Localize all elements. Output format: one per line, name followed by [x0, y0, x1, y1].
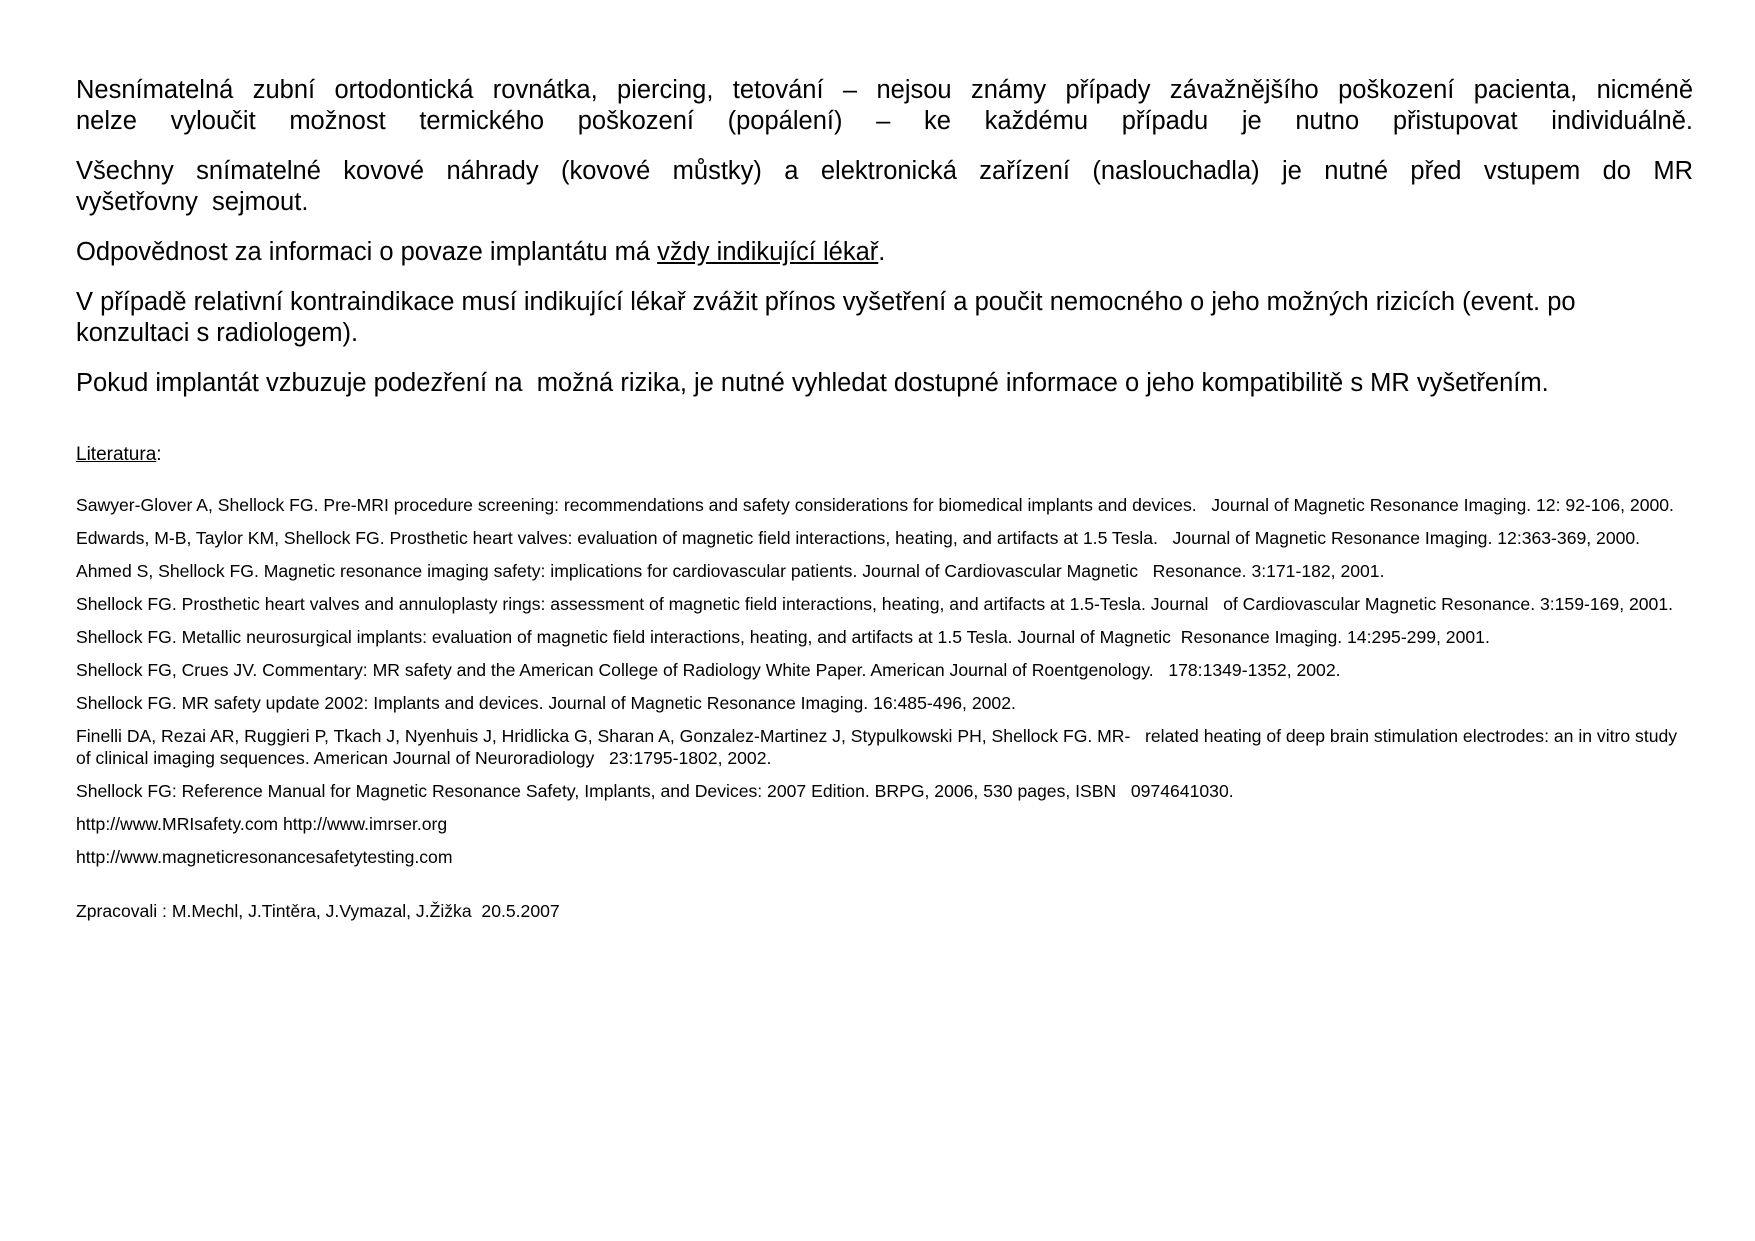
literature-heading-colon: :: [156, 444, 162, 465]
paragraph-removable-devices: [76, 156, 1693, 218]
document-page: [76, 75, 1693, 922]
paragraph-removable-devices-line-1: Všechny snímatelné kovové náhrady (kovové můstky) a elektronická zařízení (naslouchadla) je nutné před vstupem do MR: [76, 157, 1693, 185]
paragraph-orthodontics: [76, 75, 1693, 137]
reference-item: Shellock FG: Reference Manual for Magnetic Resonance Safety, Implants, and Devices: 2007 Edition. BRPG, 2006, 530 pages, ISBN 0974641030.: [76, 781, 1234, 801]
reference-item: Finelli DA, Rezai AR, Ruggieri P, Tkach J, Nyenhuis J, Hridlicka G, Sharan A, Gonzalez-Martinez J, Stypulkowski PH, Shellock FG. MR- related heating of deep brain stimulation electrodes: an in vitro study of clinical imaging sequences. American Journal of Neuroradiology 23:1795-1802, 2002.: [76, 726, 1682, 768]
literature-heading: [76, 443, 1693, 467]
paragraph-orthodontics-line-2: nelze vyloučit možnost termického poškození (popálení) – ke každému případu je nutno přistupovat individuálně.: [76, 107, 1693, 135]
reference-item: Ahmed S, Shellock FG. Magnetic resonance imaging safety: implications for cardiovascular patients. Journal of Cardiovascular Magnetic Resonance. 3:171-182, 2001.: [76, 561, 1385, 581]
reference-item: Shellock FG. Metallic neurosurgical implants: evaluation of magnetic field interactions, heating, and artifacts at 1.5 Tesla. Journal of Magnetic Resonance Imaging. 14:295-299, 2001.: [76, 627, 1490, 647]
reference-item: Edwards, M-B, Taylor KM, Shellock FG. Prosthetic heart valves: evaluation of magnetic field interactions, heating, and artifacts at 1.5 Tesla. Journal of Magnetic Resonance Imaging. 12:363-369, 2000.: [76, 528, 1641, 548]
paragraph-implant-suspicion: Pokud implantát vzbuzuje podezření na možná rizika, je nutné vyhledat dostupné informace o jeho kompatibilitě s MR vyšetřením.: [76, 369, 1549, 397]
paragraph-responsibility-text: Odpovědnost za informaci o povaze implantátu má: [76, 238, 658, 266]
reference-item: Sawyer-Glover A, Shellock FG. Pre-MRI procedure screening: recommendations and safety considerations for biomedical implants and devices. Journal of Magnetic Resonance Imaging. 12: 92-106, 2000.: [76, 495, 1674, 515]
reference-link-item: http://www.MRIsafety.com http://www.imrser.org: [76, 814, 448, 834]
paragraph-responsibility-underlined: vždy indikující lékař: [657, 238, 879, 266]
reference-item: Shellock FG, Crues JV. Commentary: MR safety and the American College of Radiology White Paper. American Journal of Roentgenology. 178:1349-1352, 2002.: [76, 660, 1341, 680]
literature-heading-label: Literatura: [76, 444, 157, 465]
paragraph-orthodontics-line-1: Nesnímatelná zubní ortodontická rovnátka, piercing, tetování – nejsou známy případy závažnějšího poškození pacienta, nicméně: [76, 76, 1693, 104]
paragraph-relative-contraindication: V případě relativní kontraindikace musí indikující lékař zvážit přínos vyšetření a poučit nemocného o jeho možných rizicích (event. po konzultaci s radiologem).: [76, 288, 1576, 347]
reference-list: [76, 494, 1693, 868]
credits-line: Zpracovali : M.Mechl, J.Tintěra, J.Vymazal, J.Žižka 20.5.2007: [76, 901, 560, 921]
reference-item: Shellock FG. MR safety update 2002: Implants and devices. Journal of Magnetic Resonance Imaging. 16:485-496, 2002.: [76, 693, 1016, 713]
reference-item: Shellock FG. Prosthetic heart valves and annuloplasty rings: assessment of magnetic field interactions, heating, and artifacts at 1.5-Tesla. Journal of Cardiovascular Magnetic Resonance. 3:159-169, 2001.: [76, 594, 1674, 614]
reference-link-item: http://www.magneticresonancesafetytesting.com: [76, 847, 453, 867]
paragraph-removable-devices-line-2: vyšetřovny sejmout.: [76, 188, 309, 216]
paragraph-responsibility-end: .: [878, 238, 886, 266]
paragraph-responsibility: [76, 237, 1693, 268]
